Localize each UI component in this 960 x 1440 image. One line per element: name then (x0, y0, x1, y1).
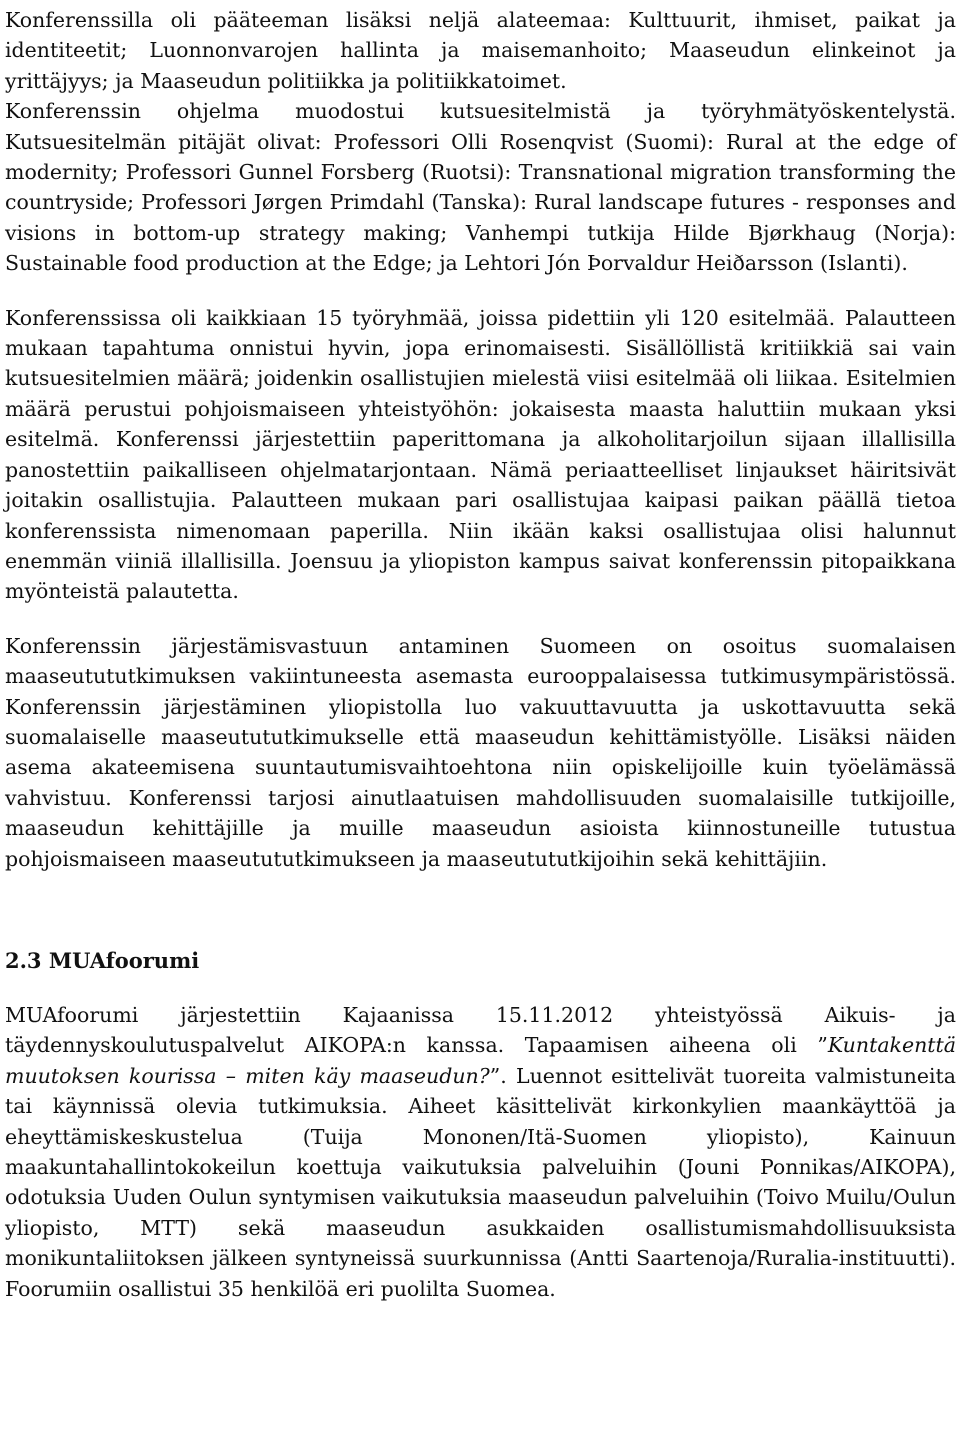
muafoorumi-text-start: MUAfoorumi järjestettiin Kajaanissa 15.11.2012 yhteistyössä Aikuis- ja täydennyskoulutuspalvelut AIKOPA:n kanssa. Tapaamisen aiheena oli ” (5, 1002, 956, 1058)
paragraph-keynotes: Konferenssin ohjelma muodostui kutsuesitelmistä ja työryhmätyöskentelystä. Kutsuesitelmän pitäjät olivat: Professori Olli Rosenqvist (Suomi): Rural at the edge of modernity; Professori Gunnel Forsberg (Ruotsi): Transnational migration transforming the countryside; Professori Jørgen Primdahl (Tanska): Rural landscape futures - responses and visions in bottom-up strategy making; Vanhempi tutkija Hilde Bjørkhaug (Norja): Sustainable food production at the Edge; ja Lehtori Jón Þorvaldur Heiðarsson (Islanti). (5, 99, 956, 276)
section-title: MUAfoorumi (48, 947, 200, 973)
document-page (5, 0, 956, 1304)
section-heading (5, 946, 956, 976)
muafoorumi-text-end: ”. Luennot esittelivät tuoreita valmistuneita tai käynnissä olevia tutkimuksia. Aiheet käsittelivät kirkonkylien maankäyttöä ja eheyttämiskeskustelua (Tuija Mononen/Itä-Suomen yliopisto), Kainuun maakuntahallintokokeilun koettuja vaikutuksia palveluihin (Jouni Ponnikas/AIKOPA), odotuksia Uuden Oulun syntymisen vaikutuksia maaseudun palveluihin (Toivo Muilu/Oulun yliopisto, MTT) sekä maaseudun asukkaiden osallistumismahdollisuuksista monikuntaliitoksen jälkeen syntyneissä suurkunnissa (Antti Saartenoja/Ruralia-instituutti). Foorumiin osallistui 35 henkilöä eri puolilta Suomea. (5, 1063, 956, 1301)
paragraph-subthemes: Konferenssilla oli pääteeman lisäksi neljä alateemaa: Kulttuurit, ihmiset, paikat ja identiteetit; Luonnonvarojen hallinta ja maisemanhoito; Maaseudun elinkeinot ja yrittäjyys; ja Maaseudun politiikka ja politiikkatoimet. (5, 8, 956, 93)
paragraph-significance: Konferenssin järjestämisvastuun antaminen Suomeen on osoitus suomalaisen maaseutututkimuksen vakiintuneesta asemasta eurooppalaisessa tutkimusympäristössä. Konferenssin järjestäminen yliopistolla luo vakuuttavuutta ja uskottavuutta sekä suomalaiselle maaseutututkimukselle että maaseudun kehittämistyölle. Lisäksi näiden asema akateemisena suuntautumisvaihtoehtona niin opiskelijoille kuin työelämässä vahvistuu. Konferenssi tarjosi ainutlaatuisen mahdollisuuden suomalaisille tutkijoille, maaseudun kehittäjille ja muille maaseudun asioista kiinnostuneille tutustua pohjoismaiseen maaseutututkimukseen ja maaseutututkijoihin sekä kehittäjiin. (5, 633, 956, 871)
event-theme-italic: Kuntakenttä muutoksen kourissa – miten käy maaseudun? (5, 1033, 956, 1088)
section-number: 2.3 (5, 947, 42, 973)
paragraph-muafoorumi (5, 1000, 956, 1304)
paragraph-workgroups-feedback: Konferenssissa oli kaikkiaan 15 työryhmää, joissa pidettiin yli 120 esitelmää. Palautteen mukaan tapahtuma onnistui hyvin, jopa erinomaisesti. Sisällöllistä kritiikkiä sai vain kutsuesitelmien määrä; joidenkin osallistujien mielestä viisi esitelmää oli liikaa. Esitelmien määrä perustui pohjoismaiseen yhteistyöhön: jokaisesta maasta haluttiin mukaan yksi esitelmä. Konferenssi järjestettiin paperittomana ja alkoholitarjoilun sijaan illallisilla panostettiin paikalliseen ohjelmatarjontaan. Nämä periaatteelliset linjaukset häiritsivät joitakin osallistujia. Palautteen mukaan pari osallistujaa kaipasi paikan päällä tietoa konferenssista nimenomaan paperilla. Niin ikään kaksi osallistujaa olisi halunnut enemmän viiniä illallisilla. Joensuu ja yliopiston kampus saivat konferenssin pitopaikkana myönteistä palautetta. (5, 305, 956, 604)
